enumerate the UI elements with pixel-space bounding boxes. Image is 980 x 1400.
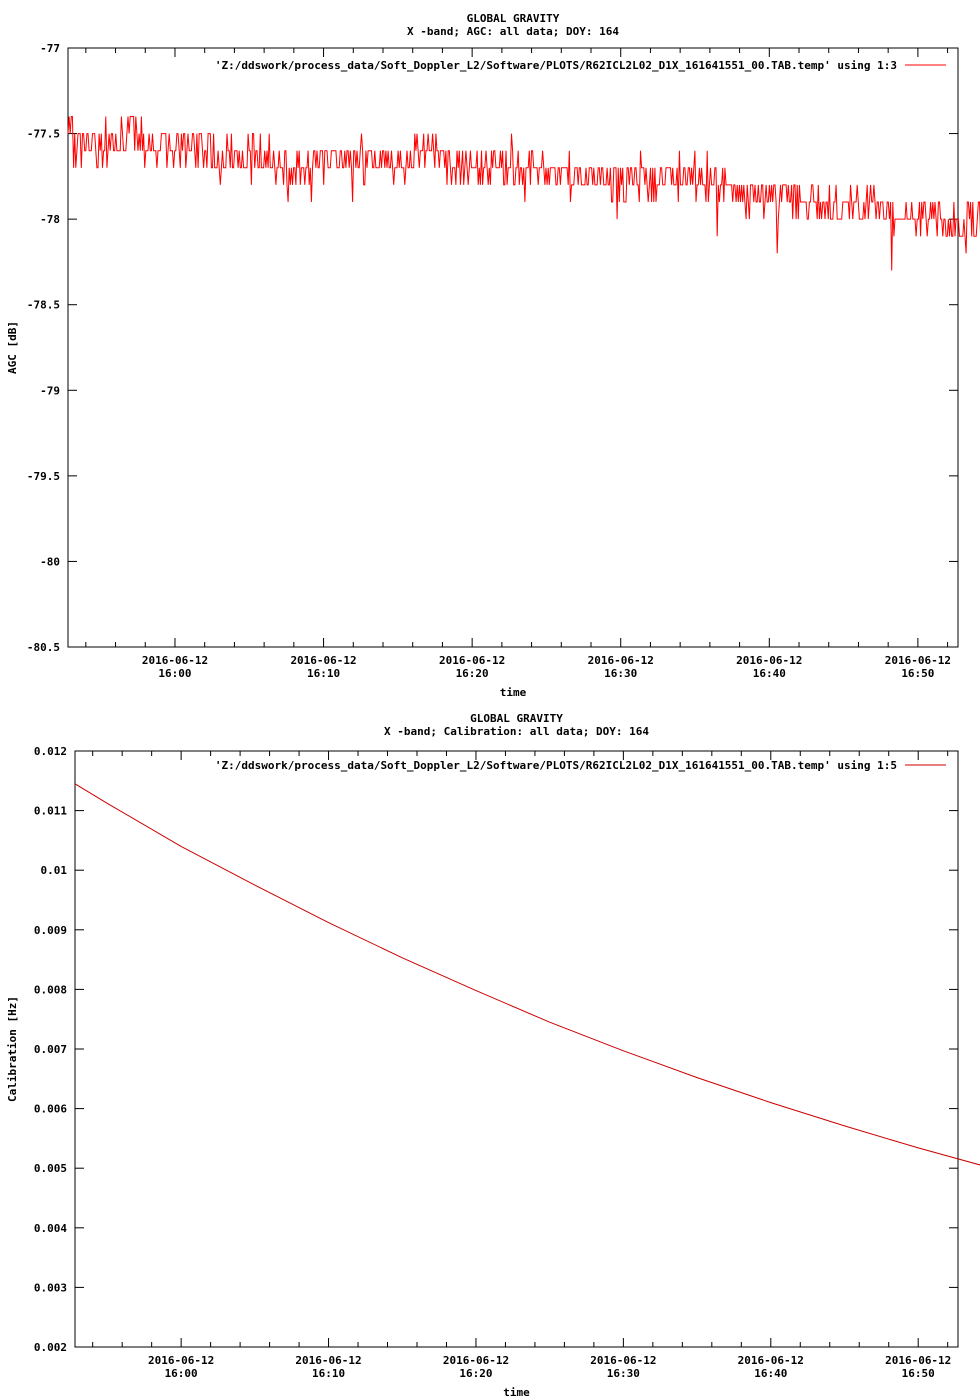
x-axis-label: time [499, 686, 527, 699]
y-tick-label: -77.5 [26, 127, 60, 141]
y-tick-label: 0.003 [33, 1281, 67, 1295]
x-tick-time: 16:30 [604, 667, 638, 680]
y-axis-label: AGC [dB] [6, 321, 19, 374]
y-tick-label: 0.005 [33, 1162, 67, 1176]
y-tick-label: 0.01 [40, 864, 67, 878]
x-tick-time: 16:10 [306, 667, 341, 680]
series-line [75, 784, 980, 1332]
x-tick-time: 16:10 [311, 1367, 346, 1380]
x-tick-date: 2016-06-12 [885, 1354, 952, 1367]
legend-label: 'Z:/ddswork/process_data/Soft_Doppler_L2/Software/PLOTS/R62ICL2L02_D1X_161641551_00.TAB.temp' using 1:5 [214, 759, 897, 772]
y-tick-label: -79.5 [26, 469, 60, 483]
chart-panel-2 [6, 712, 980, 1399]
y-tick-label: -79 [40, 384, 60, 398]
y-tick-label: 0.004 [33, 1221, 67, 1235]
y-tick-label: 0.008 [33, 983, 67, 997]
x-tick-date: 2016-06-12 [442, 1354, 510, 1367]
y-tick-label: -77 [40, 42, 60, 55]
plot-frame [75, 751, 958, 1347]
x-tick-date: 2016-06-12 [141, 654, 209, 667]
x-tick-time: 16:50 [901, 667, 935, 680]
x-axis-label: time [503, 1386, 530, 1399]
x-tick-date: 2016-06-12 [737, 1354, 804, 1367]
chart-subtitle: X -band; Calibration: all data; DOY: 164 [384, 725, 649, 738]
x-tick-date: 2016-06-12 [587, 654, 654, 667]
chart-subtitle: X -band; AGC: all data; DOY: 164 [407, 25, 619, 38]
x-tick-time: 16:20 [459, 1367, 493, 1380]
x-tick-time: 16:00 [158, 667, 192, 680]
y-tick-label: 0.002 [33, 1341, 67, 1354]
y-tick-label: 0.007 [33, 1043, 67, 1056]
x-tick-date: 2016-06-12 [439, 654, 506, 667]
y-axis-label: Calibration [Hz] [6, 996, 19, 1102]
x-tick-date: 2016-06-12 [884, 654, 952, 667]
chart-title: GLOBAL GRAVITY [466, 12, 560, 25]
y-tick-label: 0.012 [33, 745, 67, 758]
x-tick-time: 16:20 [455, 667, 489, 680]
x-tick-date: 2016-06-12 [148, 1354, 215, 1367]
y-tick-label: 0.006 [33, 1102, 67, 1116]
y-tick-label: -78 [40, 213, 60, 227]
x-tick-date: 2016-06-12 [295, 1354, 362, 1367]
y-tick-label: 0.009 [33, 923, 67, 937]
legend-label: 'Z:/ddswork/process_data/Soft_Doppler_L2/Software/PLOTS/R62ICL2L02_D1X_161641551_00.TAB.temp' using 1:3 [214, 59, 897, 72]
y-tick-label: -80 [40, 555, 60, 569]
y-tick-label: 0.011 [33, 804, 67, 818]
x-tick-time: 16:40 [754, 1367, 788, 1380]
x-tick-date: 2016-06-12 [736, 654, 803, 667]
series-line [68, 117, 980, 502]
x-tick-time: 16:40 [752, 667, 786, 680]
y-tick-label: -80.5 [26, 641, 60, 654]
x-tick-time: 16:50 [901, 1367, 935, 1380]
chart-panel-1 [6, 12, 980, 699]
x-tick-time: 16:00 [164, 1367, 198, 1380]
chart-title: GLOBAL GRAVITY [470, 712, 563, 725]
x-tick-date: 2016-06-12 [590, 1354, 657, 1367]
y-tick-label: -78.5 [26, 298, 60, 312]
x-tick-date: 2016-06-12 [290, 654, 357, 667]
x-tick-time: 16:30 [606, 1367, 640, 1380]
